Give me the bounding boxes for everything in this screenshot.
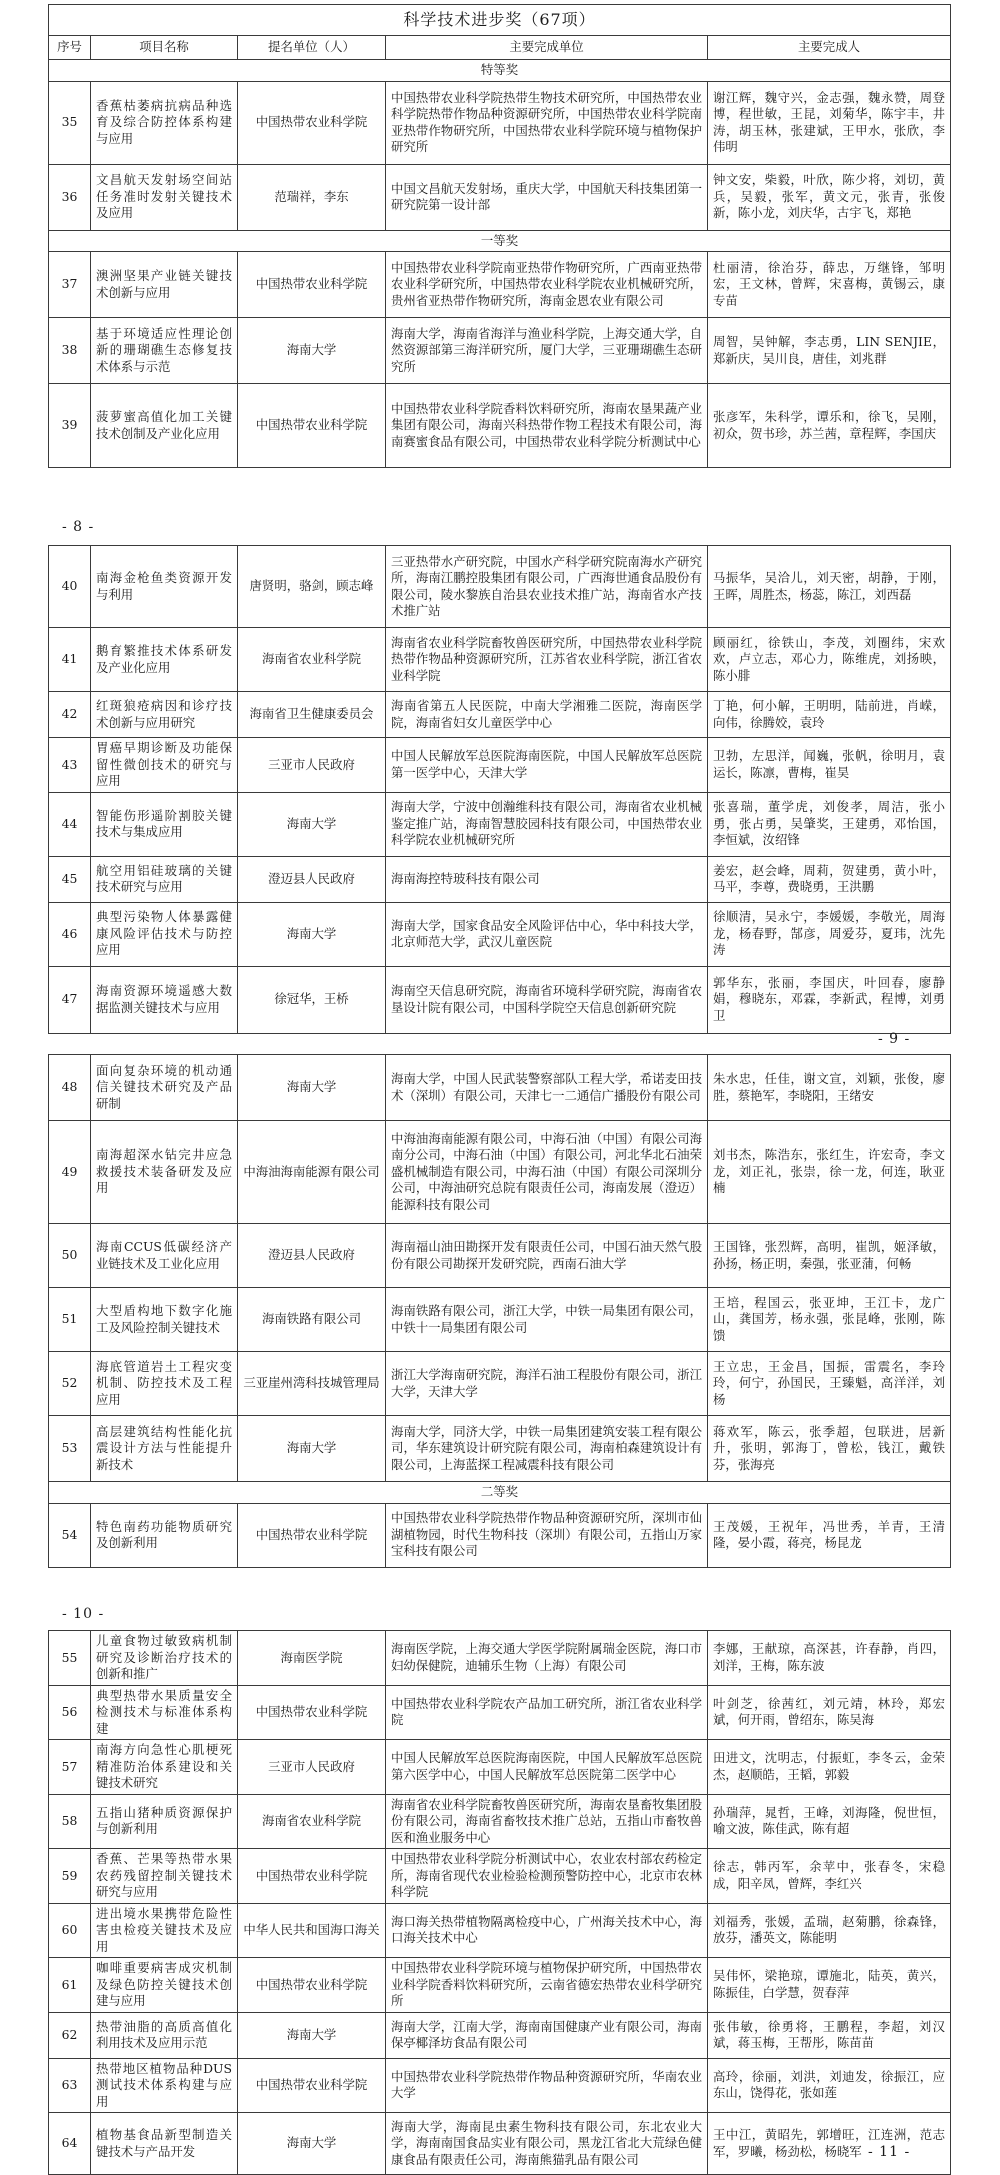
row-no: 56 — [49, 1685, 91, 1740]
page-number: - 10 - — [62, 1606, 105, 1622]
row-people: 张喜瑞，董学虎，刘俊孝，周洁，张小勇，张占勇，吴肇奖，王建勇，邓怡国，李恒斌，汝绍锋 — [708, 792, 951, 856]
table-row — [49, 1352, 951, 1416]
row-people: 张伟敏，徐勇将，王鹏程，李超，刘汉斌，蒋玉梅，王帮彤，陈苗苗 — [708, 2012, 951, 2058]
section-label-first: 一等奖 — [49, 230, 951, 252]
award-table-part-3 — [48, 1054, 951, 1568]
row-no: 46 — [49, 902, 91, 966]
row-units: 中国热带农业科学院热带作物品种资源研究所，华南农业大学 — [386, 2058, 708, 2113]
row-nominator: 中国热带农业科学院 — [238, 384, 386, 468]
row-people: 刘福秀，张媛，孟瑞，赵菊鹏，徐森锋，放芬，潘英文，陈能明 — [708, 1903, 951, 1958]
table-row — [49, 902, 951, 966]
row-people: 马振华，吴洽儿，刘天密，胡静，于刚，王晖，周胜杰，杨蕊，陈江，刘西磊 — [708, 546, 951, 628]
row-project-name: 典型污染物人体暴露健康风险评估技术与防控应用 — [91, 902, 238, 966]
row-no: 45 — [49, 856, 91, 902]
row-project-name: 高层建筑结构性能化抗震设计方法与性能提升新技术 — [91, 1416, 238, 1482]
table-title: 科学技术进步奖（67项） — [49, 5, 951, 36]
row-no: 60 — [49, 1903, 91, 1958]
table-row — [49, 2012, 951, 2058]
row-project-name: 红斑狼疮病因和诊疗技术创新与应用研究 — [91, 692, 238, 738]
row-people: 朱水忠，任佳，谢文宣，刘颖，张俊，廖胜，蔡艳军，李晓阳，王绪安 — [708, 1055, 951, 1121]
row-no: 36 — [49, 164, 91, 230]
row-no: 50 — [49, 1224, 91, 1288]
row-people: 王茂媛，王祝年，冯世秀，羊青，王清隆，晏小霞，蒋亮，杨昆龙 — [708, 1503, 951, 1567]
table-row — [49, 546, 951, 628]
table-row — [49, 384, 951, 468]
row-people: 王中江，黄昭先，郭增旺，江连洲，范志军，罗曦，杨劲松，杨晓军 — [708, 2113, 951, 2175]
row-no: 49 — [49, 1121, 91, 1224]
row-nominator: 海南省农业科学院 — [238, 628, 386, 692]
row-units: 海南海控特玻科技有限公司 — [386, 856, 708, 902]
table-row — [49, 1849, 951, 1904]
section-row-special — [49, 60, 951, 82]
row-people: 徐顺清，吴永宁，李媛媛，李敬光，周海龙，杨春野，郜彦，周爱芬，夏玮，沈先涛 — [708, 902, 951, 966]
row-nominator: 中华人民共和国海口海关 — [238, 1903, 386, 1958]
row-people: 周智，吴钟解，李志勇，LIN SENJIE，郑新庆，吴川良，唐佳，刘兆群 — [708, 318, 951, 384]
row-project-name: 南海金枪鱼类资源开发与利用 — [91, 546, 238, 628]
row-nominator: 海南大学 — [238, 792, 386, 856]
row-units: 中国文昌航天发射场，重庆大学，中国航天科技集团第一研究院第一设计部 — [386, 164, 708, 230]
row-no: 64 — [49, 2113, 91, 2175]
table-row — [49, 1288, 951, 1352]
row-project-name: 特色南药功能物质研究及创新利用 — [91, 1503, 238, 1567]
row-project-name: 基于环境适应性理论创新的珊瑚礁生态修复技术体系与示范 — [91, 318, 238, 384]
row-nominator: 三亚崖州湾科技城管理局 — [238, 1352, 386, 1416]
row-nominator: 中国热带农业科学院 — [238, 1685, 386, 1740]
table-row — [49, 1794, 951, 1849]
row-project-name: 海南CCUS低碳经济产业链技术及工业化应用 — [91, 1224, 238, 1288]
row-no: 52 — [49, 1352, 91, 1416]
section-row-first — [49, 230, 951, 252]
row-units: 中国热带农业科学院热带生物技术研究所，中国热带农业科学院热带作物品种资源研究所，中国热带农业科学院南亚热带作物研究所，中国热带农业科学院环境与植物保护研究所 — [386, 81, 708, 164]
row-units: 中国热带农业科学院热带作物品种资源研究所，深圳市仙湖植物园，时代生物科技（深圳）有限公司，五指山万家宝科技有限公司 — [386, 1503, 708, 1567]
row-people: 钟文安，柴毅，叶欣，陈少将，刘切，黄兵，吴毅，张军，黄文元，张青，张俊新，陈小龙，刘庆华，古宇飞，郑艳 — [708, 164, 951, 230]
row-nominator: 海南大学 — [238, 318, 386, 384]
row-no: 42 — [49, 692, 91, 738]
row-no: 48 — [49, 1055, 91, 1121]
row-project-name: 儿童食物过敏致病机制研究及诊断治疗技术的创新和推广 — [91, 1631, 238, 1686]
row-nominator: 徐冠华，王桥 — [238, 966, 386, 1033]
row-people: 王培，程国云，张亚坤，王江卡，龙广山，龚国芳，杨永强，张昆峰，张刚，陈馈 — [708, 1288, 951, 1352]
row-people: 杜丽清，徐治芬，薛忠，万继锋，邹明宏，王文林，曾辉，宋喜梅，黄锡云，康专苗 — [708, 252, 951, 318]
row-project-name: 香蕉、芒果等热带水果农药残留控制关键技术研究与应用 — [91, 1849, 238, 1904]
award-table-part-1 — [48, 4, 951, 468]
row-no: 44 — [49, 792, 91, 856]
row-project-name: 大型盾构地下数字化施工及风险控制关键技术 — [91, 1288, 238, 1352]
row-units: 中国热带农业科学院农产品加工研究所，浙江省农业科学院 — [386, 1685, 708, 1740]
table-row — [49, 792, 951, 856]
row-units: 海南大学，海南省海洋与渔业科学院，上海交通大学，自然资源部第三海洋研究所，厦门大学，三亚珊瑚礁生态研究所 — [386, 318, 708, 384]
table-row — [49, 1903, 951, 1958]
table-row — [49, 1503, 951, 1567]
table-row — [49, 2113, 951, 2175]
row-nominator: 三亚市人民政府 — [238, 1740, 386, 1795]
row-units: 海南省第五人民医院，中南大学湘雅二医院，海南医学院，海南省妇女儿童医学中心 — [386, 692, 708, 738]
row-nominator: 澄迈县人民政府 — [238, 856, 386, 902]
row-units: 海南省农业科学院畜牧兽医研究所，中国热带农业科学院热带作物品种资源研究所，江苏省农业科学院，浙江省农业科学院 — [386, 628, 708, 692]
row-nominator: 海南大学 — [238, 2113, 386, 2175]
section-label-special: 特等奖 — [49, 60, 951, 82]
row-units: 海南大学，国家食品安全风险评估中心，华中科技大学，北京师范大学，武汉儿童医院 — [386, 902, 708, 966]
row-nominator: 中国热带农业科学院 — [238, 1503, 386, 1567]
row-nominator: 中国热带农业科学院 — [238, 1958, 386, 2013]
table-row — [49, 318, 951, 384]
row-project-name: 航空用铝硅玻璃的关键技术研究与应用 — [91, 856, 238, 902]
row-people: 孙瑞萍，晁哲，王峰，刘海隆，倪世恒，喻文波，陈佳武，陈有超 — [708, 1794, 951, 1849]
row-units: 海南大学，中国人民武装警察部队工程大学，希诺麦田技术（深圳）有限公司，天津七一二通信广播股份有限公司 — [386, 1055, 708, 1121]
row-units: 中国热带农业科学院环境与植物保护研究所，中国热带农业科学院香料饮料研究所，云南省德宏热带农业科学研究所 — [386, 1958, 708, 2013]
table-header-row — [49, 36, 951, 60]
header-project-name: 项目名称 — [91, 36, 238, 60]
row-units: 海南铁路有限公司，浙江大学，中铁一局集团有限公司，中铁十一局集团有限公司 — [386, 1288, 708, 1352]
row-nominator: 海南大学 — [238, 2012, 386, 2058]
row-units: 浙江大学海南研究院，海洋石油工程股份有限公司，浙江大学，天津大学 — [386, 1352, 708, 1416]
row-no: 38 — [49, 318, 91, 384]
row-nominator: 中国热带农业科学院 — [238, 81, 386, 164]
row-project-name: 热带油脂的高质高值化利用技术及应用示范 — [91, 2012, 238, 2058]
table-row — [49, 81, 951, 164]
row-nominator: 海南铁路有限公司 — [238, 1288, 386, 1352]
row-people: 高玲，徐丽，刘洪，刘迪发，徐振江，应东山，饶得花，张如莲 — [708, 2058, 951, 2113]
award-table-part-2 — [48, 545, 951, 1034]
table-row — [49, 1631, 951, 1686]
row-units: 海南医学院，上海交通大学医学院附属瑞金医院，海口市妇幼保健院，迪辅乐生物（上海）有限公司 — [386, 1631, 708, 1686]
row-no: 39 — [49, 384, 91, 468]
row-nominator: 中国热带农业科学院 — [238, 1849, 386, 1904]
row-project-name: 胃癌早期诊断及功能保留性微创技术的研究与应用 — [91, 738, 238, 793]
page-number: - 8 - — [62, 519, 95, 535]
page-number: - 11 - — [868, 2144, 911, 2160]
row-units: 海南大学，同济大学，中铁一局集团建筑安装工程有限公司，华东建筑设计研究院有限公司，海南柏森建筑设计有限公司，上海蓝探工程减震科技有限公司 — [386, 1416, 708, 1482]
row-units: 中国人民解放军总医院海南医院，中国人民解放军总医院第六医学中心，中国人民解放军总医院第二医学中心 — [386, 1740, 708, 1795]
row-people: 刘书杰，陈浩东，张红生，许宏奇，李文龙，刘正礼，张崇，徐一龙，何连，耿亚楠 — [708, 1121, 951, 1224]
row-no: 57 — [49, 1740, 91, 1795]
table-row — [49, 1224, 951, 1288]
row-nominator: 海南省农业科学院 — [238, 1794, 386, 1849]
row-people: 卫勃，左思洋，闻巍，张帆，徐明月，袁运长，陈凛，曹梅，崔昊 — [708, 738, 951, 793]
row-project-name: 澳洲坚果产业链关键技术创新与应用 — [91, 252, 238, 318]
header-no: 序号 — [49, 36, 91, 60]
row-no: 61 — [49, 1958, 91, 2013]
row-nominator: 中国热带农业科学院 — [238, 252, 386, 318]
row-nominator: 三亚市人民政府 — [238, 738, 386, 793]
row-people: 姜宏，赵会峰，周莉，贺建勇，黄小叶，马平，李尊，费晓勇，王洪鹏 — [708, 856, 951, 902]
row-project-name: 典型热带水果质量安全检测技术与标准体系构建 — [91, 1685, 238, 1740]
row-people: 田进文，沈明志，付振虹，李冬云，金荣杰，赵顺皓，王韬，郭毅 — [708, 1740, 951, 1795]
row-units: 中国热带农业科学院分析测试中心，农业农村部农药检定所，海南省现代农业检验检测预警防控中心，北京市农林科学院 — [386, 1849, 708, 1904]
row-units: 中国热带农业科学院香料饮料研究所，海南农垦果蔬产业集团有限公司，海南兴科热带作物工程技术有限公司，海南赛蜜食品有限公司，中国热带农业科学院分析测试中心 — [386, 384, 708, 468]
section-row-second — [49, 1482, 951, 1504]
row-people: 吴伟怀，梁艳琼，谭施北，陆英，黄兴，陈振佳，白学慧，贺春萍 — [708, 1958, 951, 2013]
row-no: 58 — [49, 1794, 91, 1849]
table-row — [49, 856, 951, 902]
row-project-name: 海底管道岩土工程灾变机制、防控技术及工程应用 — [91, 1352, 238, 1416]
row-people: 张彦军，朱科学，谭乐和，徐飞，吴刚，初众，贺书珍，苏兰茜，章程辉，李国庆 — [708, 384, 951, 468]
header-units: 主要完成单位 — [386, 36, 708, 60]
row-no: 62 — [49, 2012, 91, 2058]
row-people: 丁艳，何小解，王明明，陆前进，肖嵘，向伟，徐腾姣，袁玲 — [708, 692, 951, 738]
row-units: 三亚热带水产研究院，中国水产科学研究院南海水产研究所，海南江鹏控股集团有限公司，广西海世通食品股份有限公司，陵水黎族自治县农业技术推广站，海南省水产技术推广站 — [386, 546, 708, 628]
row-no: 41 — [49, 628, 91, 692]
row-people: 徐志，韩丙军，余苹中，张春冬，宋稳成，阳辛凤，曾辉，李红兴 — [708, 1849, 951, 1904]
row-nominator: 澄迈县人民政府 — [238, 1224, 386, 1288]
page-number: - 9 - — [878, 1031, 911, 1047]
row-no: 54 — [49, 1503, 91, 1567]
row-project-name: 文昌航天发射场空间站任务准时发射关键技术及应用 — [91, 164, 238, 230]
row-no: 55 — [49, 1631, 91, 1686]
row-project-name: 五指山猪种质资源保护与创新利用 — [91, 1794, 238, 1849]
row-units: 海南大学，宁波中创瀚维科技有限公司，海南省农业机械鉴定推广站，海南智慧胶园科技有限公司，中国热带农业科学院农业机械研究所 — [386, 792, 708, 856]
row-project-name: 热带地区植物品种DUS测试技术体系构建与应用 — [91, 2058, 238, 2113]
row-nominator: 海南大学 — [238, 1055, 386, 1121]
header-nominator: 提名单位（人） — [238, 36, 386, 60]
row-project-name: 智能伤形遥阶割胶关键技术与集成应用 — [91, 792, 238, 856]
row-units: 海口海关热带植物隔离检疫中心，广州海关技术中心，海口海关技术中心 — [386, 1903, 708, 1958]
row-no: 40 — [49, 546, 91, 628]
row-project-name: 鹅育繁推技术体系研发及产业化应用 — [91, 628, 238, 692]
row-units: 海南空天信息研究院，海南省环境科学研究院，海南省农垦设计院有限公司，中国科学院空天信息创新研究院 — [386, 966, 708, 1033]
row-people: 谢江辉，魏守兴，金志强，魏永赞，周登博，程世敏，王昆，刘菊华，陈宇丰，井涛，胡玉林，张建斌，王甲水，张欣，李伟明 — [708, 81, 951, 164]
row-project-name: 进出境水果携带危险性害虫检疫关键技术及应用 — [91, 1903, 238, 1958]
row-no: 53 — [49, 1416, 91, 1482]
row-nominator: 中海油海南能源有限公司 — [238, 1121, 386, 1224]
row-no: 47 — [49, 966, 91, 1033]
row-people: 叶剑芝，徐茜红，刘元靖，林玲，郑宏斌，何开雨，曾绍东，陈吴海 — [708, 1685, 951, 1740]
table-row — [49, 1958, 951, 2013]
row-project-name: 南海方向急性心肌梗死精准防治体系建设和关键技术研究 — [91, 1740, 238, 1795]
row-no: 43 — [49, 738, 91, 793]
row-project-name: 植物基食品新型制造关键技术与产品开发 — [91, 2113, 238, 2175]
row-units: 海南省农业科学院畜牧兽医研究所，海南农垦畜牧集团股份有限公司，海南省畜牧技术推广总站，五指山市畜牧兽医和渔业服务中心 — [386, 1794, 708, 1849]
table-row — [49, 1685, 951, 1740]
award-table-part-4 — [48, 1630, 951, 2175]
table-row — [49, 1055, 951, 1121]
row-people: 蒋欢军，陈云，张季超，包联进，居新升，张明，郭海丁，曾松，钱江，戴铁芬，张海亮 — [708, 1416, 951, 1482]
row-units: 海南大学，江南大学，海南南国健康产业有限公司，海南保亭椰泽坊食品有限公司 — [386, 2012, 708, 2058]
row-nominator: 海南大学 — [238, 1416, 386, 1482]
table-row — [49, 628, 951, 692]
row-project-name: 南海超深水钻完井应急救援技术装备研发及应用 — [91, 1121, 238, 1224]
row-nominator: 中国热带农业科学院 — [238, 2058, 386, 2113]
row-people: 郭华东，张丽，李国庆，叶回春，廖静娟，穆晓东，邓霖，李新武，程博，刘勇卫 — [708, 966, 951, 1033]
header-people: 主要完成人 — [708, 36, 951, 60]
row-units: 中海油海南能源有限公司，中海石油（中国）有限公司海南分公司，中海石油（中国）有限公司，河北华北石油荣盛机械制造有限公司，中海石油（中国）有限公司深圳分公司，中海油研究总院有限责任公司，海南发展（澄迈）能源科技有限公司 — [386, 1121, 708, 1224]
table-row — [49, 1740, 951, 1795]
row-units: 海南福山油田勘探开发有限责任公司，中国石油天然气股份有限公司勘探开发研究院，西南石油大学 — [386, 1224, 708, 1288]
row-people: 王国锋，张烈辉，高明，崔凯，姬泽敏，孙扬，杨正明，秦强，张亚蒲，何畅 — [708, 1224, 951, 1288]
row-nominator: 唐贤明，骆剑，顾志峰 — [238, 546, 386, 628]
table-row — [49, 1121, 951, 1224]
row-project-name: 面向复杂环境的机动通信关键技术研究及产品研制 — [91, 1055, 238, 1121]
row-project-name: 香蕉枯萎病抗病品种选育及综合防控体系构建与应用 — [91, 81, 238, 164]
row-nominator: 海南医学院 — [238, 1631, 386, 1686]
table-row — [49, 1416, 951, 1482]
row-project-name: 海南资源环境遥感大数据监测关键技术与应用 — [91, 966, 238, 1033]
row-no: 51 — [49, 1288, 91, 1352]
row-no: 35 — [49, 81, 91, 164]
row-nominator: 海南省卫生健康委员会 — [238, 692, 386, 738]
row-nominator: 范瑞祥，李东 — [238, 164, 386, 230]
row-people: 顾丽红，徐铁山，李茂，刘圈纬，宋欢欢，卢立志，邓心力，陈维虎，刘扬映，陈小腓 — [708, 628, 951, 692]
row-units: 中国热带农业科学院南亚热带作物研究所，广西南亚热带农业科学研究所，中国热带农业科学院农业机械研究所，贵州省亚热带作物研究所，海南金恩农业有限公司 — [386, 252, 708, 318]
row-units: 中国人民解放军总医院海南医院，中国人民解放军总医院第一医学中心，天津大学 — [386, 738, 708, 793]
table-row — [49, 252, 951, 318]
row-people: 李娜，王献琼，高深甚，许春静，肖四，刘洋，王梅，陈东波 — [708, 1631, 951, 1686]
row-no: 63 — [49, 2058, 91, 2113]
section-label-second: 二等奖 — [49, 1482, 951, 1504]
table-row — [49, 966, 951, 1033]
table-row — [49, 2058, 951, 2113]
table-title-row — [49, 5, 951, 36]
row-units: 海南大学，海南昆虫素生物科技有限公司，东北农业大学，海南南国食品实业有限公司，黑龙江省北大荒绿色健康食品有限责任公司，海南熊猫乳品有限公司 — [386, 2113, 708, 2175]
table-row — [49, 738, 951, 793]
table-row — [49, 692, 951, 738]
row-no: 59 — [49, 1849, 91, 1904]
row-people: 王立忠，王金昌，国振，雷震名，李玲玲，何宁，孙国民，王臻魁，高洋洋，刘杨 — [708, 1352, 951, 1416]
row-project-name: 菠萝蜜高值化加工关键技术创制及产业化应用 — [91, 384, 238, 468]
row-no: 37 — [49, 252, 91, 318]
row-nominator: 海南大学 — [238, 902, 386, 966]
row-project-name: 咖啡重要病害成灾机制及绿色防控关键技术创建与应用 — [91, 1958, 238, 2013]
table-row — [49, 164, 951, 230]
